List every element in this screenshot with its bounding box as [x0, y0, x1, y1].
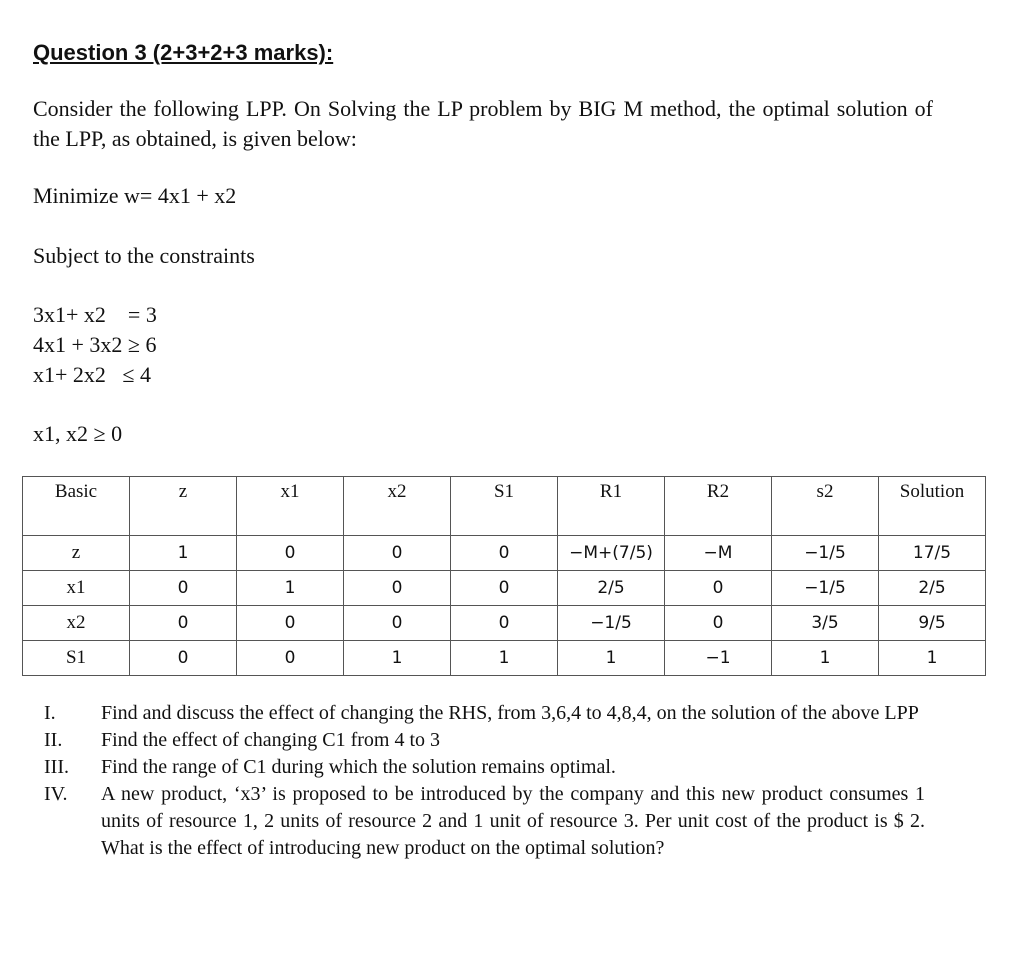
table-cell: 9/5: [879, 606, 986, 641]
table-cell: 17/5: [879, 536, 986, 571]
table-cell: 0: [665, 606, 772, 641]
question-text: Find the effect of changing C1 from 4 to 3: [101, 729, 441, 751]
question-item: [40, 700, 925, 727]
table-cell: 1: [772, 641, 879, 676]
column-header: Solution: [879, 477, 986, 536]
table-row: [23, 606, 986, 641]
objective-function: Minimize w= 4x1 + x2: [33, 183, 237, 208]
question-number: I.: [44, 702, 56, 724]
column-header: S1: [451, 477, 558, 536]
non-negativity: x1, x2 ≥ 0: [33, 421, 123, 446]
table-cell: −1/5: [772, 536, 879, 571]
question-heading: Question 3 (2+3+2+3 marks):: [33, 40, 334, 65]
intro-paragraph: Consider the following LPP. On Solving the LP problem by BIG M method, the optimal solution of the LPP, as obtained, is given below:: [33, 96, 933, 151]
row-basic-variable: x1: [23, 571, 130, 606]
table-row: [23, 641, 986, 676]
column-header: R1: [558, 477, 665, 536]
table-cell: 1: [344, 641, 451, 676]
simplex-table-wrap: [22, 476, 986, 676]
row-basic-variable: x2: [23, 606, 130, 641]
row-basic-variable: z: [23, 536, 130, 571]
table-cell: −M: [665, 536, 772, 571]
table-cell: 1: [558, 641, 665, 676]
table-cell: 0: [237, 606, 344, 641]
table-cell: 0: [237, 536, 344, 571]
question-item: [40, 754, 925, 781]
constraint-1: 3x1+ x2 = 3: [33, 302, 157, 327]
table-cell: 0: [130, 606, 237, 641]
constraint-2: 4x1 + 3x2 ≥ 6: [33, 332, 157, 357]
table-row: [23, 536, 986, 571]
table-cell: 1: [879, 641, 986, 676]
table-cell: 3/5: [772, 606, 879, 641]
table-row: [23, 571, 986, 606]
question-text: A new product, ‘x3’ is proposed to be introduced by the company and this new product consumes 1 units of resource 1, 2 units of resource 2 and 1 unit of resource 3. Per unit cost of the product is $ 2. What is the effect of introducing new product on the optimal solution?: [101, 783, 925, 859]
column-header: s2: [772, 477, 879, 536]
table-cell: 0: [344, 571, 451, 606]
question-number: III.: [44, 756, 69, 778]
constraint-3: x1+ 2x2 ≤ 4: [33, 362, 151, 387]
table-cell: 0: [451, 536, 558, 571]
question-text: Find and discuss the effect of changing the RHS, from 3,6,4 to 4,8,4, on the solution of the above LPP: [101, 702, 919, 724]
column-header: x1: [237, 477, 344, 536]
table-cell: 0: [451, 571, 558, 606]
table-cell: 0: [344, 536, 451, 571]
table-cell: −M+(7/5): [558, 536, 665, 571]
table-cell: 0: [130, 641, 237, 676]
question-item: [40, 781, 925, 862]
column-header: x2: [344, 477, 451, 536]
table-cell: 0: [344, 606, 451, 641]
constraints-heading: Subject to the constraints: [33, 243, 255, 268]
question-number: II.: [44, 729, 63, 751]
question-text: Find the range of C1 during which the solution remains optimal.: [101, 756, 616, 778]
table-cell: 0: [237, 641, 344, 676]
table-cell: 2/5: [879, 571, 986, 606]
simplex-table: [22, 476, 986, 676]
row-basic-variable: S1: [23, 641, 130, 676]
question-item: [40, 727, 925, 754]
table-cell: −1: [665, 641, 772, 676]
table-cell: 0: [451, 606, 558, 641]
table-cell: 2/5: [558, 571, 665, 606]
question-list: [40, 700, 925, 862]
table-cell: −1/5: [558, 606, 665, 641]
table-cell: 1: [130, 536, 237, 571]
question-number: IV.: [44, 783, 68, 805]
table-cell: 1: [237, 571, 344, 606]
table-cell: 1: [451, 641, 558, 676]
table-cell: 0: [130, 571, 237, 606]
column-header: z: [130, 477, 237, 536]
column-header: Basic: [23, 477, 130, 536]
table-header-row: [23, 477, 986, 536]
table-cell: 0: [665, 571, 772, 606]
column-header: R2: [665, 477, 772, 536]
table-cell: −1/5: [772, 571, 879, 606]
